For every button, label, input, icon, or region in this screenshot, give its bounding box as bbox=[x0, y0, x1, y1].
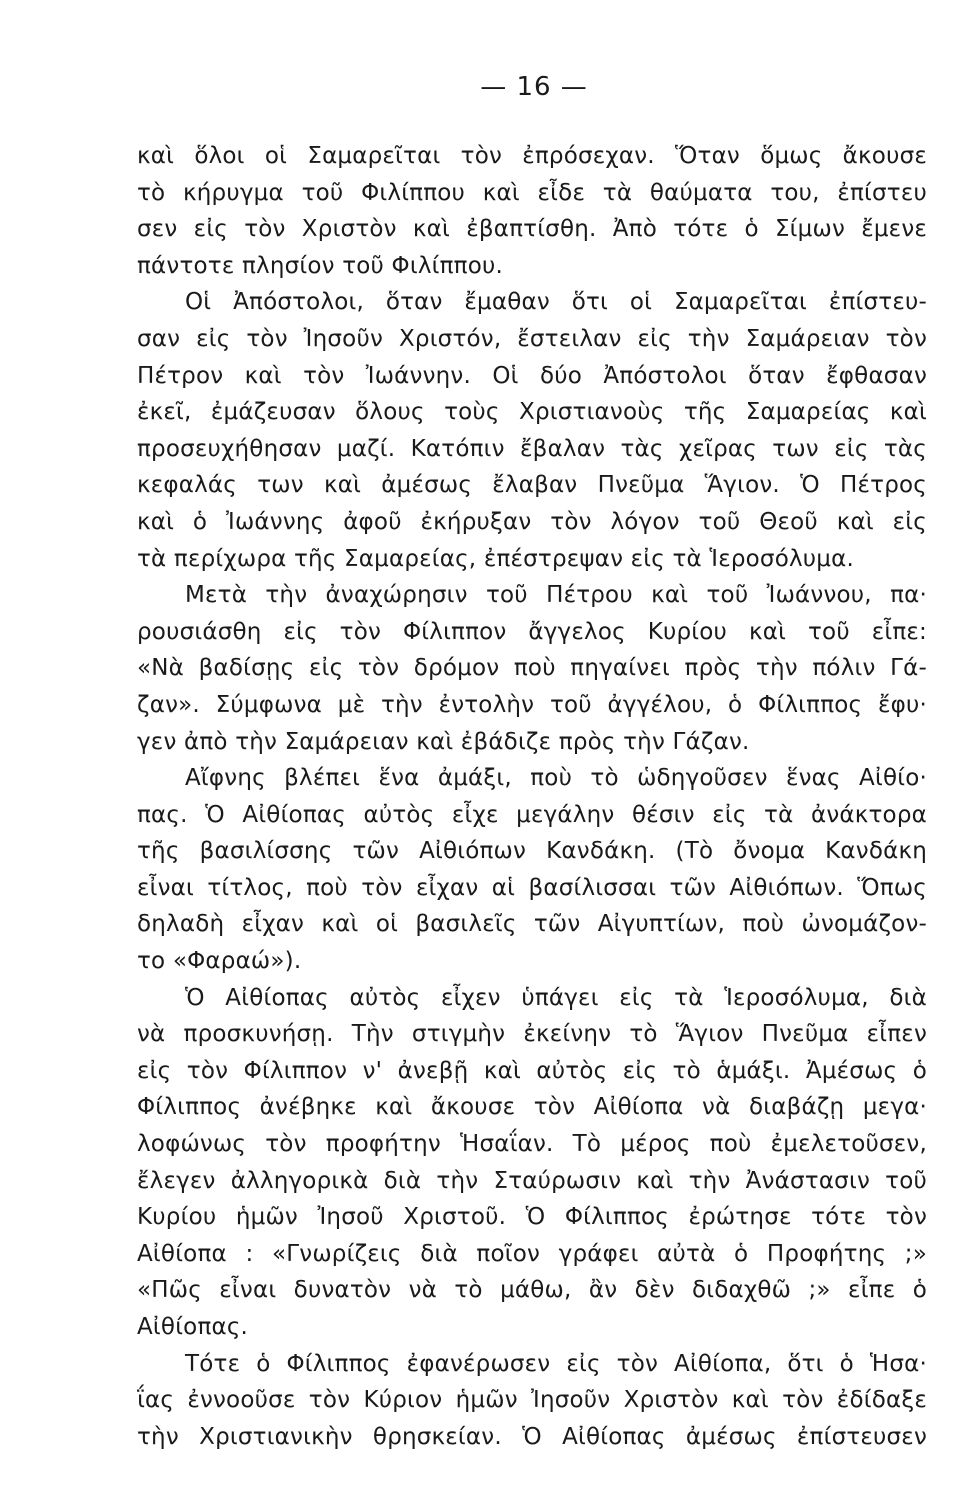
text-line: ἐκεῖ, ἐμάζευσαν ὅλους τοὺς Χριστιανοὺς τῆς Σαμαρείας καὶ bbox=[137, 399, 927, 426]
body-text bbox=[137, 138, 927, 1455]
text-line: ζαν». Σύμφωνα μὲ τὴν ἐντολὴν τοῦ ἀγγέλου, ὁ Φίλιππος ἔφυ· bbox=[137, 691, 927, 718]
text-line: Κυρίου ἡμῶν Ἰησοῦ Χριστοῦ. Ὁ Φίλιππος ἐρώτησε τότε τὸν bbox=[137, 1204, 927, 1231]
text-line: εἰς τὸν Φίλιππον ν' ἀνεβῇ καὶ αὐτὸς εἰς τὸ ἁμάξι. Ἀμέσως ὁ bbox=[137, 1057, 927, 1084]
text-line: τὸ κήρυγμα τοῦ Φιλίππου καὶ εἶδε τὰ θαύματα του, ἐπίστευ bbox=[137, 179, 927, 206]
text-line: λοφώνως τὸν προφήτην Ἡσαΐαν. Τὸ μέρος ποὺ ἐμελετοῦσεν, bbox=[137, 1131, 927, 1158]
text-line: δηλαδὴ εἶχαν καὶ οἱ βασιλεῖς τῶν Αἰγυπτίων, ποὺ ὠνομάζον- bbox=[137, 911, 927, 938]
text-line: σεν εἰς τὸν Χριστὸν καὶ ἐβαπτίσθη. Ἀπὸ τότε ὁ Σίμων ἔμενε bbox=[137, 216, 927, 243]
text-line: γεν ἀπὸ τὴν Σαμάρειαν καὶ ἐβάδιζε πρὸς τὴν Γάζαν. bbox=[137, 728, 750, 755]
text-line: πάντοτε πλησίον τοῦ Φιλίππου. bbox=[137, 252, 503, 279]
text-line: ΐας ἐννοοῦσε τὸν Κύριον ἡμῶν Ἰησοῦν Χριστὸν καὶ τὸν ἐδίδαξε bbox=[137, 1387, 927, 1414]
text-line: Οἱ Ἀπόστολοι, ὅταν ἔμαθαν ὅτι οἱ Σαμαρεῖται ἐπίστευ- bbox=[185, 289, 927, 316]
text-line: νὰ προσκυνήσῃ. Τὴν στιγμὴν ἐκείνην τὸ Ἅγιον Πνεῦμα εἶπεν bbox=[137, 1021, 927, 1048]
text-line: Ὁ Αἰθίοπας αὐτὸς εἶχεν ὑπάγει εἰς τὰ Ἱεροσόλυμα, διὰ bbox=[185, 984, 927, 1011]
text-line: Τότε ὁ Φίλιππος ἐφανέρωσεν εἰς τὸν Αἰθίοπα, ὅτι ὁ Ἡσα· bbox=[185, 1350, 927, 1377]
text-line: προσευχήθησαν μαζί. Κατόπιν ἔβαλαν τὰς χεῖρας των εἰς τὰς bbox=[137, 435, 927, 462]
text-line: «Πῶς εἶναι δυνατὸν νὰ τὸ μάθω, ἂν δὲν διδαχθῶ ;» εἶπε ὁ bbox=[137, 1277, 927, 1304]
text-line: Αἰθίοπα : «Γνωρίζεις διὰ ποῖον γράφει αὐτὰ ὁ Προφήτης ;» bbox=[137, 1240, 927, 1267]
text-line: καὶ ὅλοι οἱ Σαμαρεῖται τὸν ἐπρόσεχαν. Ὅταν ὅμως ἄκουσε bbox=[137, 143, 927, 169]
text-line: τὰ περίχωρα τῆς Σαμαρείας, ἐπέστρεψαν εἰς τὰ Ἱεροσόλυμα. bbox=[137, 545, 855, 572]
text-line: σαν εἰς τὸν Ἰησοῦν Χριστόν, ἔστειλαν εἰς τὴν Σαμάρειαν τὸν bbox=[137, 325, 927, 352]
text-line: καὶ ὁ Ἰωάννης ἀφοῦ ἐκήρυξαν τὸν λόγον τοῦ Θεοῦ καὶ εἰς bbox=[137, 508, 927, 535]
page-number: — 16 — bbox=[480, 72, 588, 102]
text-line: Πέτρον καὶ τὸν Ἰωάννην. Οἱ δύο Ἀπόστολοι ὅταν ἔφθασαν bbox=[137, 362, 927, 389]
text-line: κεφαλάς των καὶ ἀμέσως ἔλαβαν Πνεῦμα Ἅγιον. Ὁ Πέτρος bbox=[137, 472, 927, 499]
text-line: Μετὰ τὴν ἀναχώρησιν τοῦ Πέτρου καὶ τοῦ Ἰωάννου, πα· bbox=[185, 582, 927, 609]
text-line: ἔλεγεν ἀλληγορικὰ διὰ τὴν Σταύρωσιν καὶ τὴν Ἀνάστασιν τοῦ bbox=[137, 1167, 927, 1194]
text-line: ρουσιάσθη εἰς τὸν Φίλιππον ἄγγελος Κυρίου καὶ τοῦ εἶπε: bbox=[137, 618, 927, 645]
text-line: Αἰθίοπας. bbox=[137, 1314, 249, 1340]
text-line: «Νὰ βαδίσῃς εἰς τὸν δρόμον ποὺ πηγαίνει πρὸς τὴν πόλιν Γά- bbox=[137, 655, 927, 682]
text-line: Αἴφνης βλέπει ἕνα ἀμάξι, ποὺ τὸ ὡδηγοῦσεν ἕνας Αἰθίο· bbox=[185, 765, 927, 792]
text-line: πας. Ὁ Αἰθίοπας αὐτὸς εἶχε μεγάλην θέσιν εἰς τὰ ἀνάκτορα bbox=[137, 801, 927, 828]
text-line: εἶναι τίτλος, ποὺ τὸν εἶχαν αἱ βασίλισσαι τῶν Αἰθιόπων. Ὅπως bbox=[137, 874, 927, 901]
text-line: τὴν Χριστιανικὴν θρησκείαν. Ὁ Αἰθίοπας ἀμέσως ἐπίστευσεν bbox=[137, 1423, 927, 1450]
text-line: τῆς βασιλίσσης τῶν Αἰθιόπων Κανδάκη. (Τὸ ὄνομα Κανδάκη bbox=[137, 838, 927, 865]
text-line: το «Φαραώ»). bbox=[137, 948, 302, 975]
text-line: Φίλιππος ἀνέβηκε καὶ ἄκουσε τὸν Αἰθίοπα νὰ διαβάζῃ μεγα· bbox=[137, 1094, 927, 1121]
